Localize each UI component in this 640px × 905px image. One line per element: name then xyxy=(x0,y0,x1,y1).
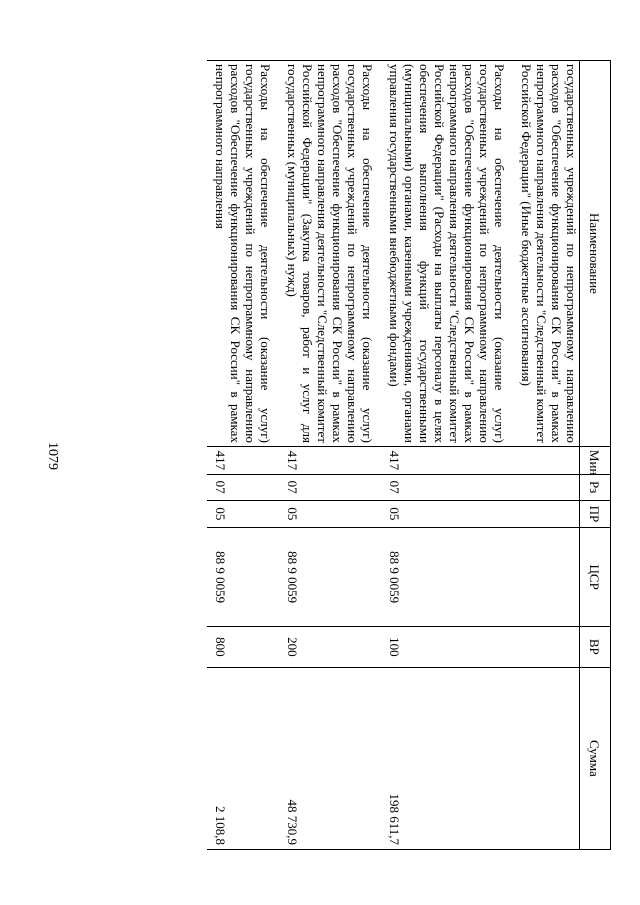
budget-table xyxy=(207,60,611,850)
row-vr: 100 xyxy=(381,626,513,667)
row-min: 417 xyxy=(381,446,513,474)
row-min xyxy=(513,446,580,474)
page-number xyxy=(40,442,60,470)
row-vr xyxy=(513,626,580,667)
row-sum: 48 730,9 xyxy=(279,667,381,849)
row-csr xyxy=(513,528,580,627)
header-rz: Рз xyxy=(580,474,611,500)
row-min: 417 xyxy=(207,446,279,474)
row-pr: 05 xyxy=(279,500,381,528)
row-sum: 2 108,8 xyxy=(207,667,279,849)
row-csr: 88 9 0059 xyxy=(207,528,279,627)
row-pr: 05 xyxy=(207,500,279,528)
page-number-text: 1079 xyxy=(45,442,60,470)
row-rz: 07 xyxy=(207,474,279,500)
rotated-table-wrapper xyxy=(111,60,611,850)
table-header xyxy=(580,61,611,850)
row-min: 417 xyxy=(279,446,381,474)
row-sum xyxy=(513,667,580,849)
table-row xyxy=(513,61,580,850)
row-sum: 198 611,7 xyxy=(381,667,513,849)
row-rz: 07 xyxy=(279,474,381,500)
table-row xyxy=(207,61,279,850)
header-csr: ЦСР xyxy=(580,528,611,627)
row-pr: 05 xyxy=(381,500,513,528)
header-min: Мин xyxy=(580,446,611,474)
row-vr: 200 xyxy=(279,626,381,667)
table-row xyxy=(279,61,381,850)
row-name: Расходы на обеспечение деятельности (оказание услуг) государственных учреждений по непрограммному направлению расходов "Обеспечение функционирования СК России" в рамках непрограммного направления xyxy=(207,61,279,447)
header-name: Наименование xyxy=(580,61,611,447)
row-csr: 88 9 0059 xyxy=(279,528,381,627)
row-rz xyxy=(513,474,580,500)
header-pr: ПР xyxy=(580,500,611,528)
header-vr: ВР xyxy=(580,626,611,667)
row-name: государственных учреждений по непрограммному направлению расходов "Обеспечение функционирования СК России" в рамках непрограммного направления деятельности "Следственный комитет Российской Федерации" (Иные бюджетные ассигнования) xyxy=(513,61,580,447)
row-name: Расходы на обеспечение деятельности (оказание услуг) государственных учреждений по непрограммному направлению расходов "Обеспечение функционирования СК России" в рамках непрограммного направления деятельности "Следственный комитет Российской Федерации" (Закупка товаров, работ и услуг для государственных (муниципальных) нужд) xyxy=(279,61,381,447)
table-row xyxy=(381,61,513,850)
header-sum: Сумма xyxy=(580,667,611,849)
table-body xyxy=(207,61,580,850)
row-name: Расходы на обеспечение деятельности (оказание услуг) государственных учреждений по непрограммному направлению расходов "Обеспечение функционирования СК России" в рамках непрограммного направления деятельности "Следственный комитет Российской Федерации" (Расходы на выплаты персоналу в целях обеспечения выполнения функций государственными (муниципальными) органами, казенными учреждениями, органами управления государственными внебюджетными фондами) xyxy=(381,61,513,447)
row-pr xyxy=(513,500,580,528)
row-rz: 07 xyxy=(381,474,513,500)
row-vr: 800 xyxy=(207,626,279,667)
row-csr: 88 9 0059 xyxy=(381,528,513,627)
